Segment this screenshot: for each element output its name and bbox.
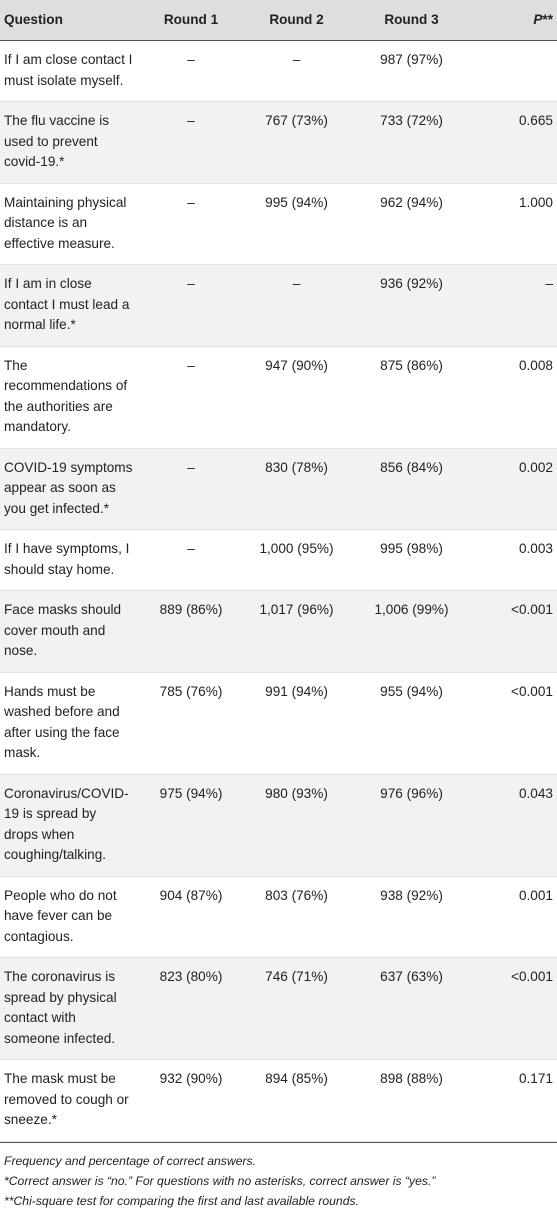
round-2-cell: 947 (90%) — [239, 346, 354, 448]
round-3-cell: 898 (88%) — [354, 1060, 469, 1142]
round-2-cell: 830 (78%) — [239, 448, 354, 530]
table-header-row — [0, 0, 557, 41]
round-1-cell: – — [143, 41, 239, 102]
question-cell: The mask must be removed to cough or sneeze.* — [0, 1060, 143, 1142]
header-round-3: Round 3 — [354, 0, 469, 41]
question-cell: The flu vaccine is used to prevent covid-19.* — [0, 102, 143, 184]
table-row — [0, 183, 557, 265]
round-2-cell: 995 (94%) — [239, 183, 354, 265]
round-1-cell: 823 (80%) — [143, 958, 239, 1060]
round-1-cell: – — [143, 265, 239, 347]
round-1-cell: – — [143, 346, 239, 448]
round-1-cell: – — [143, 448, 239, 530]
question-cell: Coronavirus/COVID-19 is spread by drops when coughing/talking. — [0, 774, 143, 876]
round-3-cell: 995 (98%) — [354, 530, 469, 591]
table-row — [0, 958, 557, 1060]
header-p-stars: ** — [542, 11, 553, 27]
table-footnotes — [0, 1142, 557, 1211]
p-value-cell: 0.003 — [469, 530, 557, 591]
table-row — [0, 41, 557, 102]
table-row — [0, 672, 557, 774]
round-2-cell: 767 (73%) — [239, 102, 354, 184]
round-2-cell: – — [239, 265, 354, 347]
footnote-chi-square: **Chi-square test for comparing the first and last available rounds. — [4, 1193, 359, 1208]
round-3-cell: 987 (97%) — [354, 41, 469, 102]
round-3-cell: 856 (84%) — [354, 448, 469, 530]
round-3-cell: 637 (63%) — [354, 958, 469, 1060]
round-3-cell: 962 (94%) — [354, 183, 469, 265]
round-2-cell: – — [239, 41, 354, 102]
table-row — [0, 346, 557, 448]
footnote-correct-answer: *Correct answer is “no.” For questions with no asterisks, correct answer is “yes.” — [4, 1173, 436, 1188]
round-1-cell: 785 (76%) — [143, 672, 239, 774]
question-cell: If I have symptoms, I should stay home. — [0, 530, 143, 591]
p-value-cell: <0.001 — [469, 958, 557, 1060]
round-1-cell: 904 (87%) — [143, 876, 239, 958]
question-cell: If I am in close contact I must lead a normal life.* — [0, 265, 143, 347]
round-2-cell: 980 (93%) — [239, 774, 354, 876]
p-value-cell: 0.008 — [469, 346, 557, 448]
question-cell: People who do not have fever can be contagious. — [0, 876, 143, 958]
round-2-cell: 1,000 (95%) — [239, 530, 354, 591]
round-1-cell: – — [143, 530, 239, 591]
round-1-cell: 932 (90%) — [143, 1060, 239, 1142]
question-cell: The coronavirus is spread by physical contact with someone infected. — [0, 958, 143, 1060]
table-row — [0, 530, 557, 591]
round-2-cell: 894 (85%) — [239, 1060, 354, 1142]
p-value-cell: 0.171 — [469, 1060, 557, 1142]
round-1-cell: 975 (94%) — [143, 774, 239, 876]
table-row — [0, 102, 557, 184]
p-value-cell: <0.001 — [469, 672, 557, 774]
round-3-cell: 938 (92%) — [354, 876, 469, 958]
round-3-cell: 976 (96%) — [354, 774, 469, 876]
header-question: Question — [0, 0, 143, 41]
table-body — [0, 41, 557, 1142]
header-round-2: Round 2 — [239, 0, 354, 41]
table-row — [0, 591, 557, 673]
question-cell: Face masks should cover mouth and nose. — [0, 591, 143, 673]
p-value-cell: 0.665 — [469, 102, 557, 184]
round-3-cell: 936 (92%) — [354, 265, 469, 347]
round-1-cell: – — [143, 183, 239, 265]
round-2-cell: 1,017 (96%) — [239, 591, 354, 673]
p-value-cell: <0.001 — [469, 591, 557, 673]
round-2-cell: 803 (76%) — [239, 876, 354, 958]
round-3-cell: 875 (86%) — [354, 346, 469, 448]
round-3-cell: 733 (72%) — [354, 102, 469, 184]
round-1-cell: – — [143, 102, 239, 184]
p-value-cell: 0.043 — [469, 774, 557, 876]
round-3-cell: 1,006 (99%) — [354, 591, 469, 673]
question-cell: The recommendations of the authorities are mandatory. — [0, 346, 143, 448]
round-2-cell: 746 (71%) — [239, 958, 354, 1060]
table-row — [0, 1060, 557, 1142]
table-row — [0, 265, 557, 347]
question-cell: If I am close contact I must isolate myself. — [0, 41, 143, 102]
header-p-value — [469, 0, 557, 41]
round-1-cell: 889 (86%) — [143, 591, 239, 673]
header-round-1: Round 1 — [143, 0, 239, 41]
table-row — [0, 876, 557, 958]
p-value-cell: 0.001 — [469, 876, 557, 958]
round-3-cell: 955 (94%) — [354, 672, 469, 774]
p-value-cell: 1.000 — [469, 183, 557, 265]
header-p-letter: P — [533, 11, 543, 27]
footnote-frequency: Frequency and percentage of correct answers. — [4, 1153, 257, 1168]
table-row — [0, 448, 557, 530]
p-value-cell: 0.002 — [469, 448, 557, 530]
question-cell: Maintaining physical distance is an effective measure. — [0, 183, 143, 265]
table-row — [0, 774, 557, 876]
question-cell: Hands must be washed before and after using the face mask. — [0, 672, 143, 774]
p-value-cell — [469, 41, 557, 102]
round-2-cell: 991 (94%) — [239, 672, 354, 774]
question-cell: COVID-19 symptoms appear as soon as you get infected.* — [0, 448, 143, 530]
p-value-cell: – — [469, 265, 557, 347]
